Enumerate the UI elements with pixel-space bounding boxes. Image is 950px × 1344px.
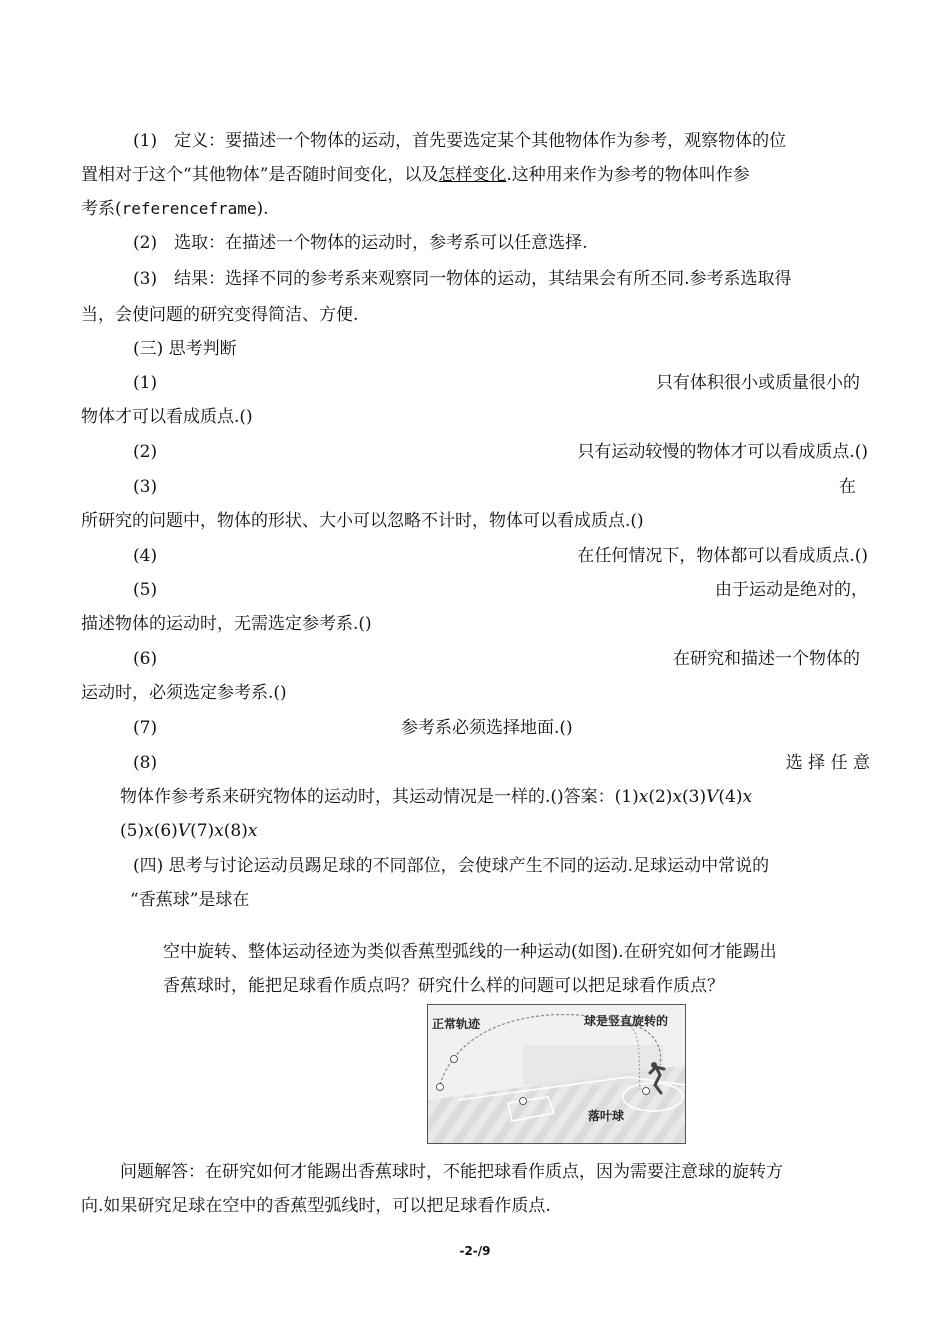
definition-underlined: 怎样变化: [438, 165, 507, 185]
definition-line-2a: 置相对于这个“其他物体”是否随时间变化，以及: [81, 165, 439, 185]
ball-4: [643, 1088, 650, 1095]
ball-2: [451, 1056, 458, 1063]
definition-line-3b: ).: [256, 199, 269, 219]
q8-continuation: 物体作参考系来研究物体的运动时，其运动情况是一样的.()答案：: [120, 787, 615, 807]
discussion-line-4: 香蕉球时，能把足球看作质点吗？研究什么样的问题可以把足球看作质点？: [163, 976, 724, 996]
result-line-2: 当，会使问题的研究变得简洁、方便.: [81, 305, 359, 325]
section-heading-3: (三) 思考判断: [133, 339, 237, 359]
q3-text: 在: [839, 477, 856, 497]
q7-number: (7): [133, 718, 158, 738]
answer-6-value: V: [177, 821, 191, 841]
q1-continuation: 物体才可以看成质点.(): [81, 407, 253, 427]
q1-number: (1): [133, 373, 158, 393]
q8-number: (8): [133, 753, 158, 773]
answer-5-value: x: [144, 821, 154, 841]
answer-1-value: x: [638, 787, 649, 807]
q4-text: 在任何情况下，物体都可以看成质点.(): [577, 546, 868, 566]
answer-4-label: (4): [718, 787, 743, 807]
q2-text: 只有运动较慢的物体才可以看成质点.(): [577, 442, 868, 462]
definition-line-2b: .这种用来作为参考的物体叫作参: [506, 165, 750, 185]
discussion-line-2: “香蕉球”是球在: [130, 890, 250, 910]
answer-2-value: x: [672, 787, 683, 807]
answer-2-label: (2): [648, 787, 673, 807]
answer-7-value: x: [214, 821, 224, 841]
q4-number: (4): [133, 546, 158, 566]
q8-text: 选 择 任 意: [785, 753, 870, 773]
answer-4-value: x: [742, 787, 753, 807]
q5-number: (5): [133, 580, 158, 600]
reference-frame-term: referenceframe: [121, 199, 257, 218]
discussion-line-1: (四) 思考与讨论运动员踢足球的不同部位，会使球产生不同的运动.足球运动中常说的: [133, 856, 770, 876]
answer-1-label: (1): [614, 787, 639, 807]
q8-continuation-with-answers: [120, 786, 752, 808]
selection-paragraph: (2) 选取：在描述一个物体的运动时，参考系可以任意选择.: [133, 233, 588, 253]
label-normal-trajectory: 正常轨迹: [432, 1017, 481, 1031]
q6-number: (6): [133, 649, 158, 669]
definition-line-3: [81, 198, 269, 220]
answer-line-1: 问题解答：在研究如何才能踢出香蕉球时，不能把球看作质点，因为需要注意球的旋转方: [120, 1162, 783, 1182]
answers-line-2: [120, 820, 257, 842]
answer-5-label: (5): [120, 821, 145, 841]
banana-kick-figure: [427, 1004, 686, 1144]
definition-line-1: (1) 定义：要描述一个物体的运动，首先要选定某个其他物体作为参考，观察物体的位: [133, 131, 787, 151]
answer-8-label: (8): [223, 821, 248, 841]
page-number: -2-/9: [459, 1244, 491, 1258]
answer-6-label: (6): [153, 821, 178, 841]
discussion-line-3: 空中旋转、整体运动径迹为类似香蕉型弧线的一种运动(如图).在研究如何才能踢出: [163, 942, 777, 962]
q6-continuation: 运动时，必须选定参考系.(): [81, 683, 287, 703]
ball-1: [437, 1084, 444, 1091]
q3-continuation: 所研究的问题中，物体的形状、大小可以忽略不计时，物体可以看成质点.(): [81, 511, 644, 531]
answer-line-2: 向.如果研究足球在空中的香蕉型弧线时，可以把足球看作质点.: [81, 1196, 551, 1216]
q2-number: (2): [133, 442, 158, 462]
q5-text: 由于运动是绝对的，: [715, 580, 868, 600]
q6-text: 在研究和描述一个物体的: [673, 649, 860, 669]
label-falling-leaf-ball: 落叶球: [588, 1109, 625, 1123]
ball-3: [520, 1098, 527, 1105]
q7-text: 参考系必须选择地面.(): [401, 718, 573, 738]
q1-text: 只有体积很小或质量很小的: [656, 373, 860, 393]
definition-line-3a: 考系(: [81, 199, 122, 219]
definition-line-2: [81, 164, 750, 186]
label-vertical-spin: 球是竖直旋转的: [584, 1014, 669, 1028]
answer-7-label: (7): [190, 821, 215, 841]
q5-continuation: 描述物体的运动时，无需选定参考系.(): [81, 614, 372, 634]
q3-number: (3): [133, 477, 158, 497]
answer-8-value: x: [247, 821, 258, 841]
result-line-1: (3) 结果：选择不同的参考系来观察同一物体的运动，其结果会有所丕同.参考系选取得: [133, 269, 792, 289]
answer-3-label: (3): [682, 787, 707, 807]
answer-3-value: V: [706, 787, 719, 807]
